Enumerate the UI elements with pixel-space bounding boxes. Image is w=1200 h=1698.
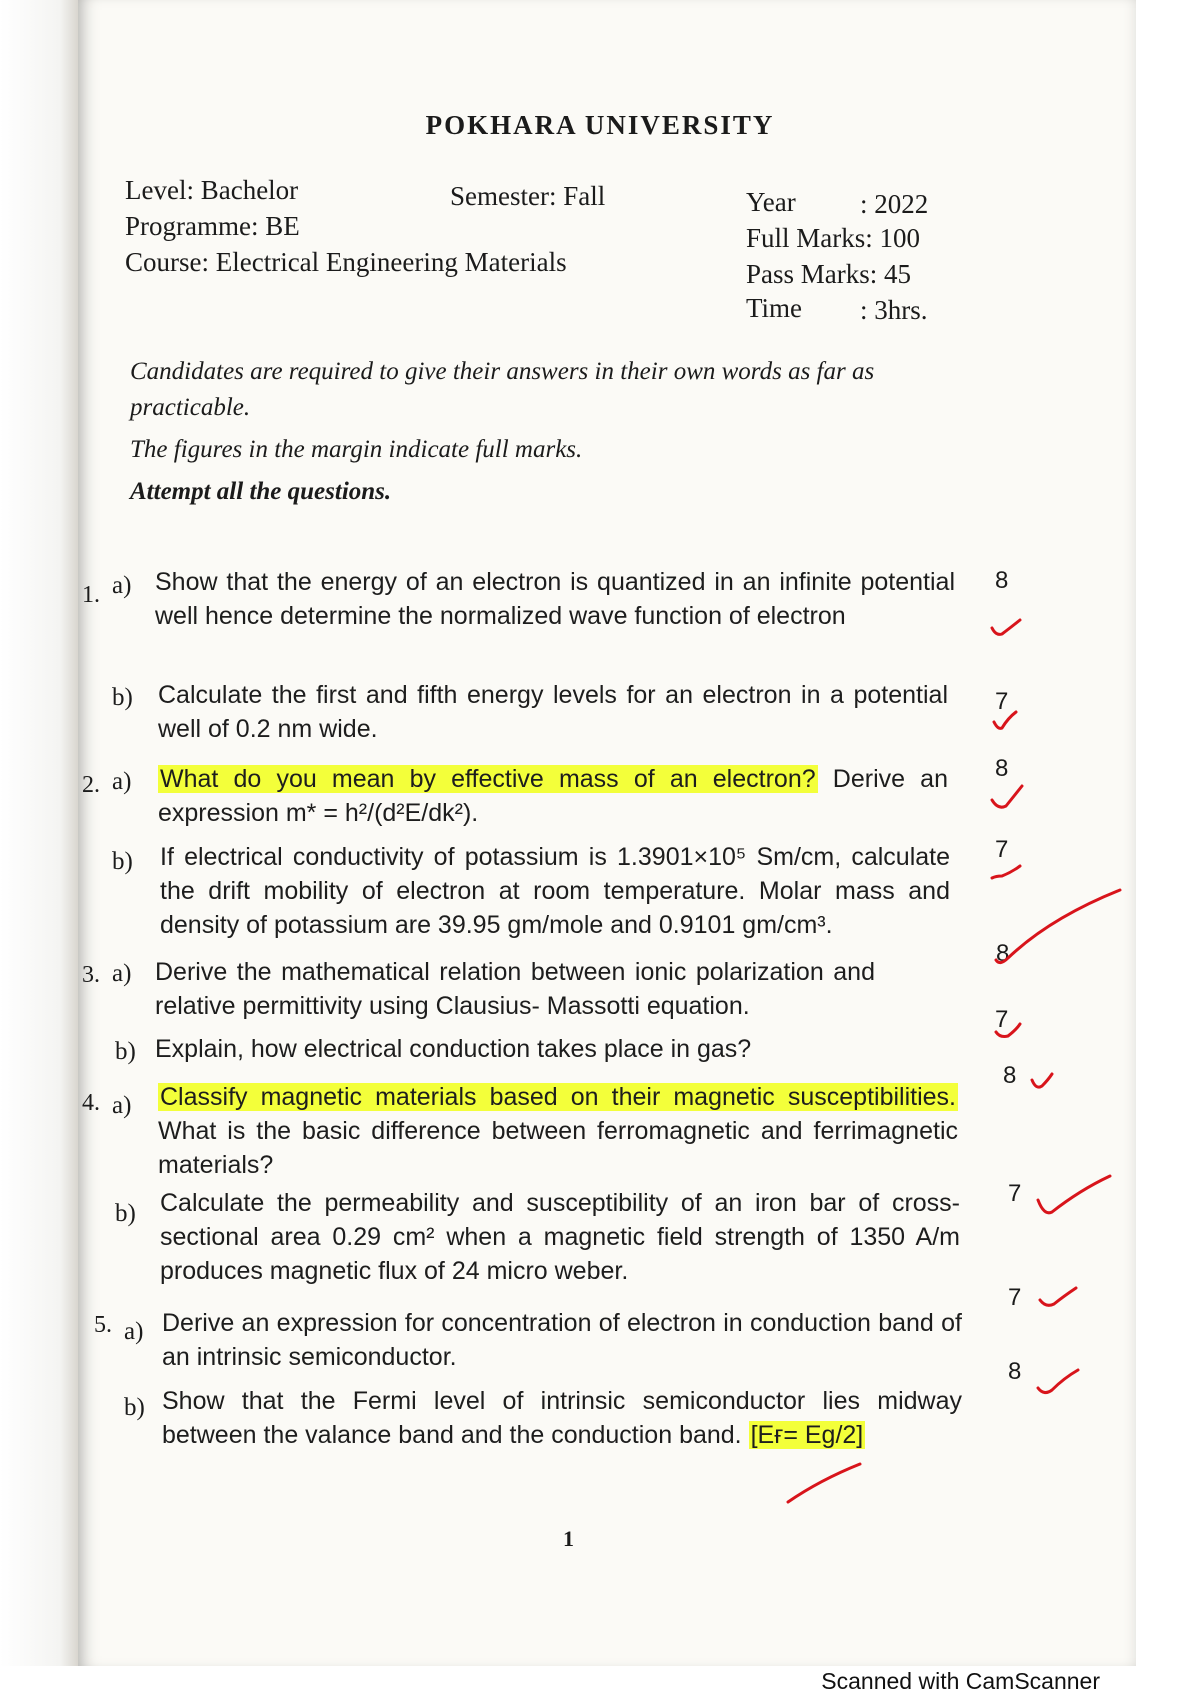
question-text-main: Show that the Fermi level of intrinsic semiconductor lies midway between the valance band and the conduction band. (162, 1387, 962, 1449)
question-text: Calculate the permeability and susceptibility of an iron bar of cross-sectional area 0.29 cm² when a magnetic field strength of 1350 A/m produces magnetic flux of 24 micro weber. (160, 1189, 960, 1285)
time-label: Time (746, 293, 803, 323)
pass-marks-text: Pass Marks: 45 (746, 259, 912, 289)
question-text: Show that the energy of an electron is quantized in an infinite potential well hence determine the normalized wave function of electron (155, 568, 955, 630)
check-mark (992, 786, 1022, 807)
scan-margin (0, 0, 78, 1666)
page-number: 1 (563, 1526, 574, 1551)
marks-value: 7 (1008, 1284, 1022, 1311)
marks-value: 7 (1008, 1180, 1022, 1207)
question-number: 3. (82, 962, 100, 988)
question-text (162, 1384, 962, 1452)
semester-text: Semester: Fall (450, 181, 606, 211)
part-label: b) (112, 848, 133, 875)
marks-value: 8 (995, 567, 1009, 594)
highlighted-formula: [Eғ= Eg/2] (750, 1421, 864, 1449)
year-label: Year (746, 187, 796, 217)
question-text-rest: Derive an expression m* = h²/(d²E/dk²). (158, 765, 948, 827)
marks-value: 8 (1003, 1062, 1017, 1089)
course-text: Course: Electrical Engineering Materials (125, 247, 567, 277)
marks-value: 8 (1008, 1358, 1022, 1385)
university-title: POKHARA UNIVERSITY (425, 110, 775, 140)
highlighted-text: Classify magnetic materials based on their magnetic susceptibilities. (160, 1083, 956, 1111)
question-text: If electrical conductivity of potassium is 1.3901×10⁵ Sm/cm, calculate the drift mobility of electron at room temperature. Molar mass and density of potassium are 39.95 gm/mole and 0.9101 gm/cm³. (160, 843, 950, 939)
year-value: : 2022 (860, 189, 929, 219)
check-mark (1038, 1176, 1110, 1213)
question-number: 4. (82, 1090, 100, 1116)
question-number: 5. (94, 1312, 112, 1338)
check-mark (992, 620, 1020, 634)
part-label: a) (112, 1092, 132, 1119)
marks-value: 8 (995, 755, 1009, 782)
programme-text: Programme: BE (125, 211, 300, 241)
check-mark (1040, 1288, 1076, 1305)
question-number: 2. (82, 772, 100, 798)
question-text: Derive an expression for concentration of electron in conduction band of an intrinsic semiconductor. (162, 1309, 962, 1371)
part-label: b) (124, 1394, 145, 1421)
question-number: 1. (82, 582, 100, 608)
full-marks-text: Full Marks: 100 (746, 223, 921, 253)
check-mark (994, 712, 1016, 728)
instruction-line-3: Attempt all the questions. (130, 478, 392, 505)
marks-value: 8 (996, 940, 1010, 967)
question-text: Calculate the first and fifth energy levels for an electron in a potential well of 0.2 nm wide. (158, 681, 948, 743)
check-mark (1038, 1370, 1078, 1393)
check-mark (992, 866, 1020, 878)
check-mark (996, 1024, 1020, 1037)
marks-value: 7 (995, 688, 1009, 715)
question-text (158, 1080, 958, 1182)
question-text: Derive the mathematical relation between ionic polarization and relative permittivity using Clausius- Massotti equation. (155, 958, 875, 1020)
part-label: b) (115, 1200, 136, 1227)
part-label: a) (112, 572, 132, 599)
instruction-line-1: Candidates are required to give their answers in their own words as far as practicable. (130, 358, 875, 421)
check-mark (1032, 1074, 1052, 1087)
part-label: b) (115, 1038, 136, 1065)
question-text: Explain, how electrical conduction takes place in gas? (155, 1035, 752, 1063)
question-text (158, 762, 948, 830)
scanner-footer (0, 1666, 1200, 1698)
part-label: a) (112, 960, 132, 987)
part-label: b) (112, 684, 133, 711)
instruction-line-2: The figures in the margin indicate full marks. (130, 436, 583, 463)
red-pen-stroke (780, 1450, 900, 1510)
scanner-watermark: Scanned with CamScanner (821, 1668, 1100, 1694)
time-value: : 3hrs. (860, 295, 928, 325)
marks-value: 7 (995, 836, 1009, 863)
part-label: a) (112, 768, 132, 795)
question-text-rest: What is the basic difference between ferromagnetic and ferrimagnetic materials? (158, 1117, 958, 1179)
check-mark (996, 890, 1120, 963)
part-label: a) (124, 1318, 144, 1345)
level-text: Level: Bachelor (125, 175, 299, 205)
red-check-marks (960, 600, 1160, 1440)
marks-value: 7 (995, 1006, 1009, 1033)
highlighted-text: What do you mean by effective mass of an electron? (160, 765, 816, 793)
